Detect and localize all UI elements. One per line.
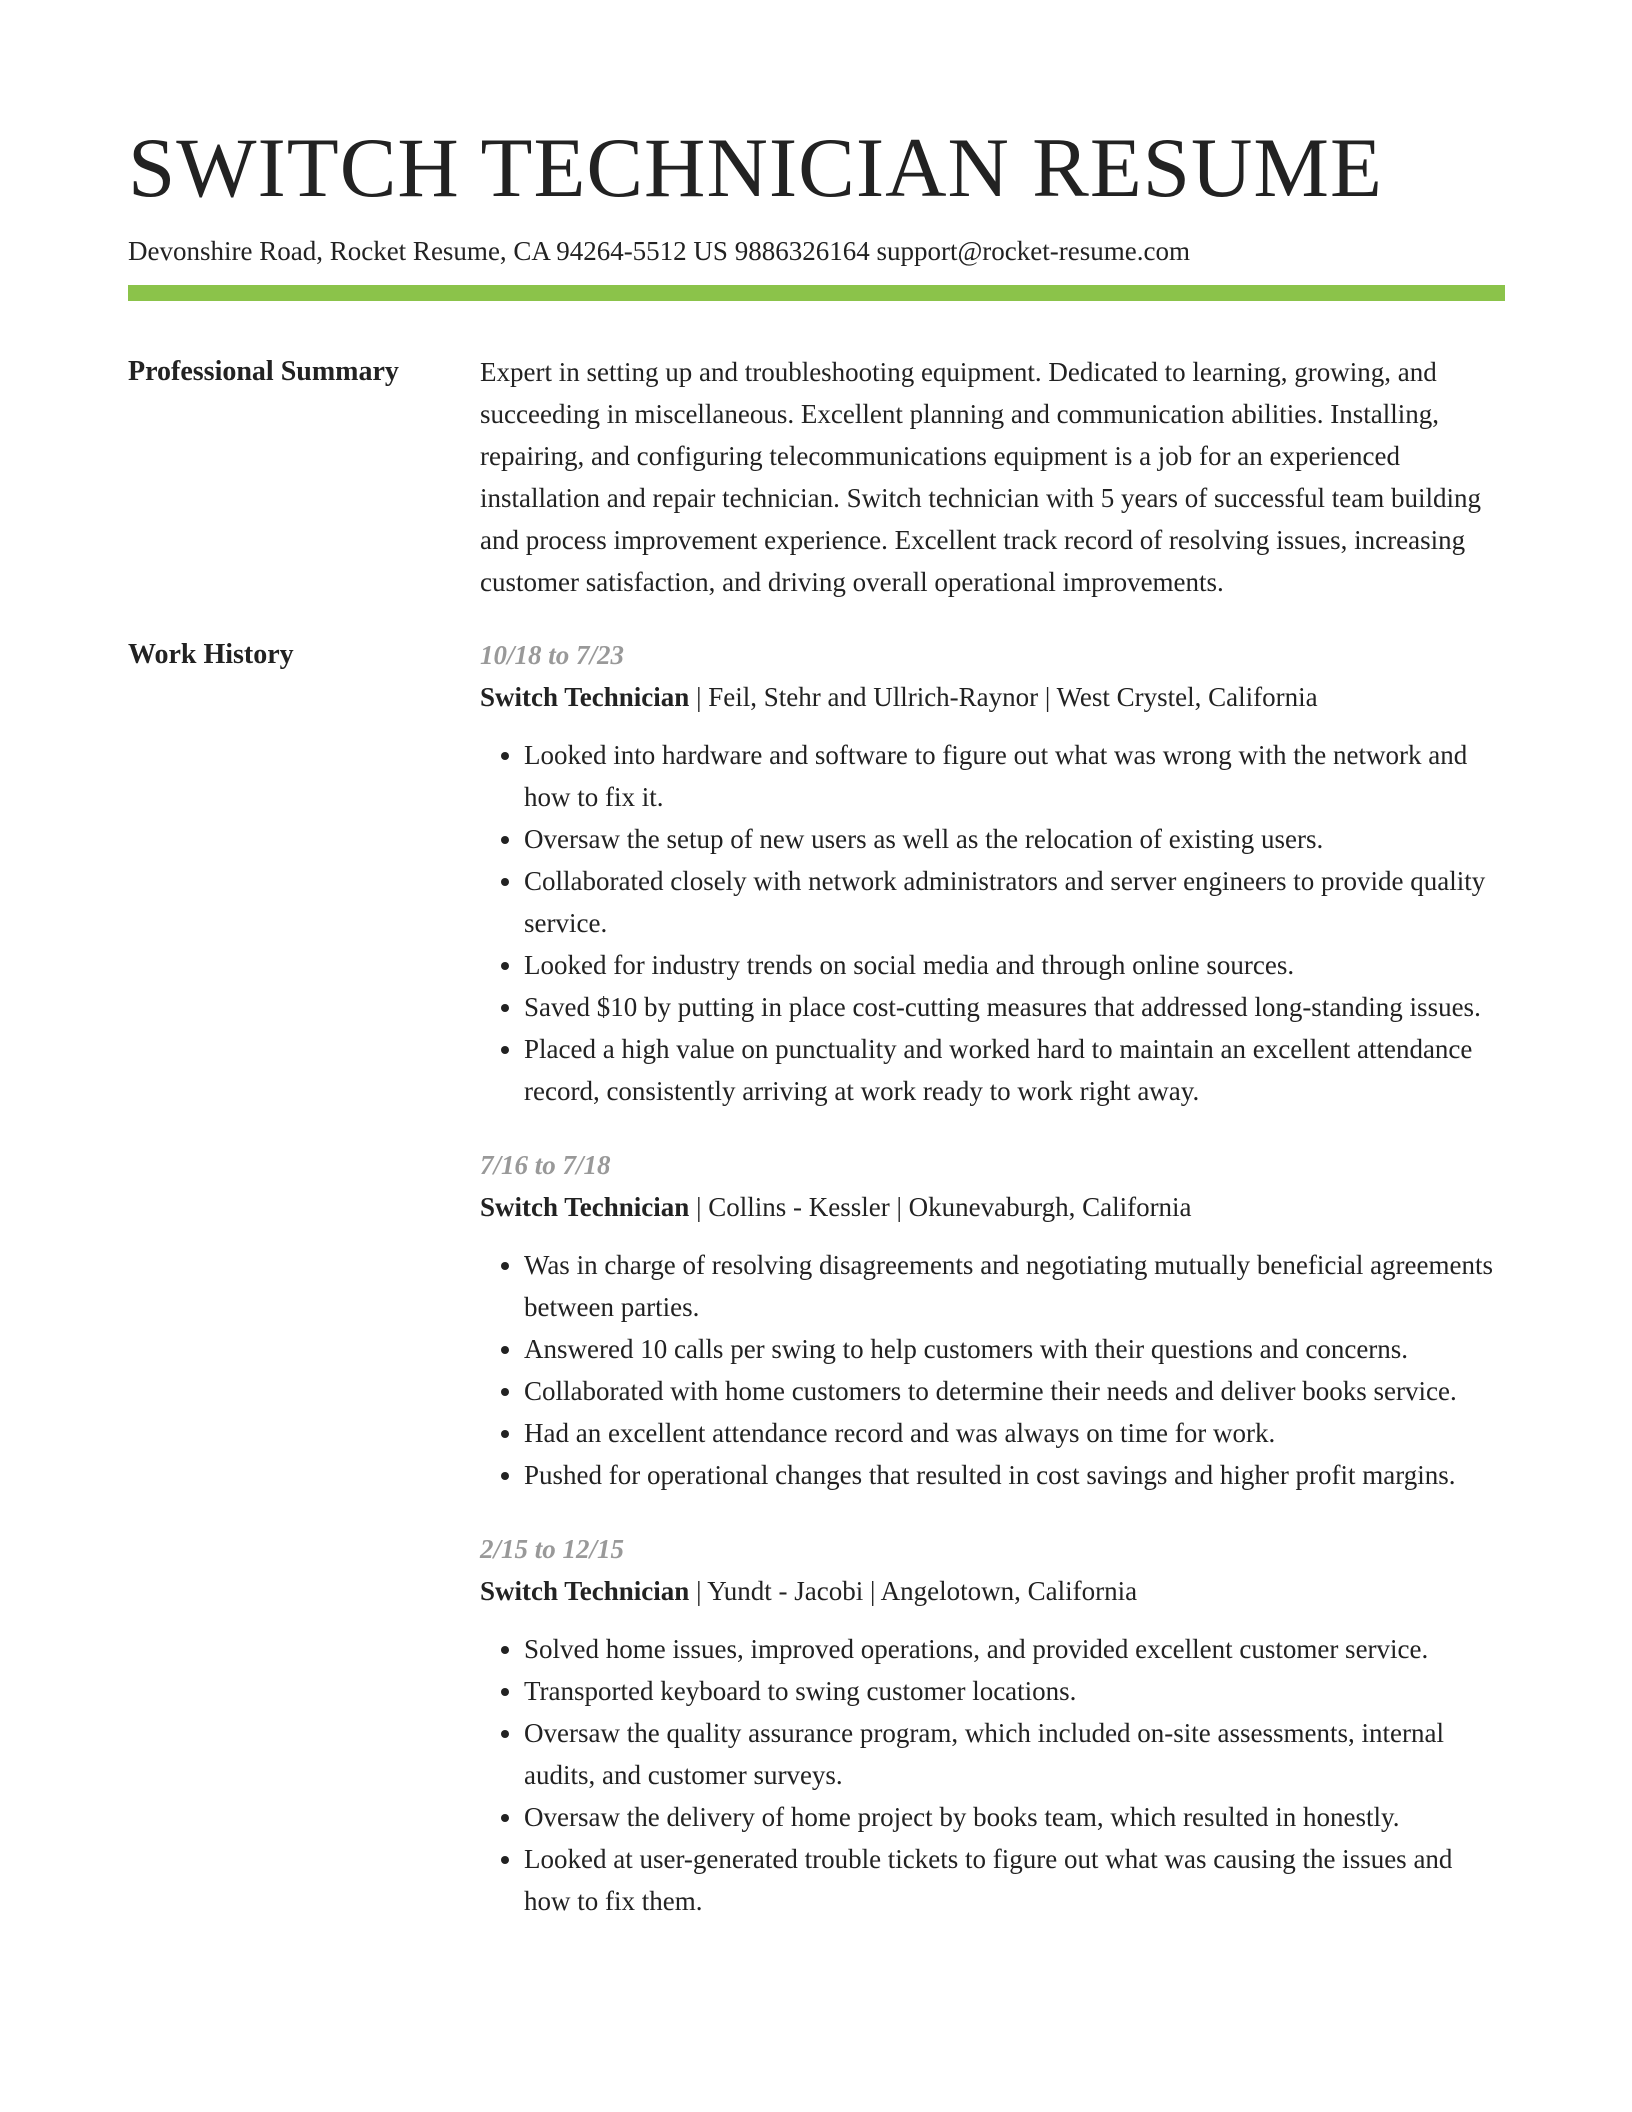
job-employer-location: | Collins - Kessler | Okunevaburgh, California [689,1192,1192,1222]
job-dates: 10/18 to 7/23 [480,640,625,670]
accent-divider [128,285,1505,301]
duty-item: • Was in charge of resolving disagreements and negotiating mutually beneficial agreements between parties. [524,1244,1505,1328]
job-title-line [480,1186,1505,1228]
job-title: Switch Technician [480,1576,690,1606]
contact-line: Devonshire Road, Rocket Resume, CA 94264-5512 US 9886326164 support@rocket-resume.com [128,236,1190,266]
job-employer-location: | Feil, Stehr and Ullrich-Raynor | West Crystel, California [689,682,1318,712]
job-duties-list [480,1628,1505,1922]
job-dates: 7/16 to 7/18 [480,1150,611,1180]
resume-page [128,0,1505,1954]
job-entry [480,634,1505,1112]
duty-item: • Collaborated with home customers to determine their needs and deliver books service. [524,1370,1505,1412]
job-title: Switch Technician [480,682,690,712]
job-entry [480,1144,1505,1496]
duty-item: • Looked for industry trends on social media and through online sources. [524,944,1505,986]
resume-title: SWITCH TECHNICIAN RESUME [128,121,1383,215]
job-duties-list [480,734,1505,1112]
summary-text: Expert in setting up and troubleshooting equipment. Dedicated to learning, growing, and succeeding in miscellaneous. Excellent planning and communication abilities. Installing, repairing, and configuring telecommunications equipment is a job for an experienced installation and repair technician. Switch technician with 5 years of successful team building and process improvement experience. Excellent track record of resolving issues, increasing customer satisfaction, and driving overall operational improvements. [480,357,1481,597]
duty-item: • Oversaw the quality assurance program, which included on-site assessments, internal audits, and customer surveys. [524,1712,1505,1796]
duty-item: • Saved $10 by putting in place cost-cutting measures that addressed long-standing issues. [524,986,1505,1028]
duty-item: • Looked at user-generated trouble tickets to figure out what was causing the issues and how to fix them. [524,1838,1505,1922]
job-title-line [480,1570,1505,1612]
job-title-line [480,676,1505,718]
job-dates: 2/15 to 12/15 [480,1534,625,1564]
job-employer-location: | Yundt - Jacobi | Angelotown, California [689,1576,1138,1606]
duty-item: • Solved home issues, improved operations, and provided excellent customer service. [524,1628,1505,1670]
duty-item: • Looked into hardware and software to figure out what was wrong with the network and how to fix it. [524,734,1505,818]
job-title: Switch Technician [480,1192,690,1222]
duty-item: • Placed a high value on punctuality and worked hard to maintain an excellent attendance record, consistently arriving at work ready to work right away. [524,1028,1505,1112]
duty-item: • Had an excellent attendance record and was always on time for work. [524,1412,1505,1454]
job-duties-list [480,1244,1505,1496]
duty-item: • Collaborated closely with network administrators and server engineers to provide quality service. [524,860,1505,944]
duty-item: • Answered 10 calls per swing to help customers with their questions and concerns. [524,1328,1505,1370]
section-heading-work-history: Work History [128,639,294,670]
duty-item: • Oversaw the delivery of home project by books team, which resulted in honestly. [524,1796,1505,1838]
section-heading-summary: Professional Summary [128,356,399,387]
job-entry [480,1528,1505,1922]
work-history-section [128,634,1505,1954]
duty-item: • Transported keyboard to swing customer locations. [524,1670,1505,1712]
duty-item: • Pushed for operational changes that resulted in cost savings and higher profit margins. [524,1454,1505,1496]
professional-summary-section [128,351,1505,603]
duty-item: • Oversaw the setup of new users as well as the relocation of existing users. [524,818,1505,860]
